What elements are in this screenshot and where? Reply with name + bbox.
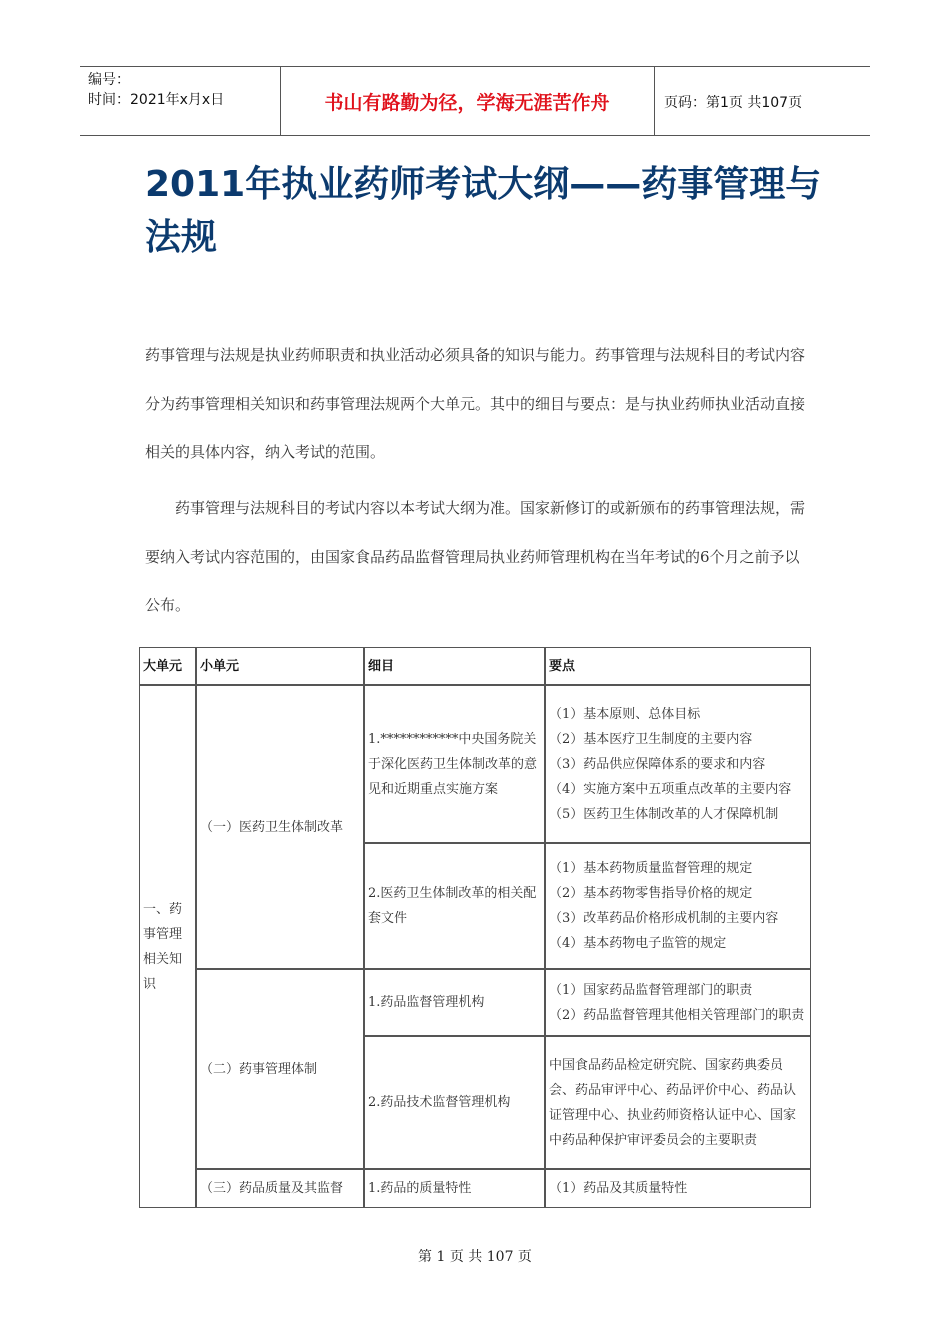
point-line: （4）实施方案中五项重点改革的主要内容 — [549, 781, 792, 797]
table-header-cell: 要点 — [545, 647, 811, 685]
table-header-cell: 细目 — [364, 647, 545, 685]
header-page-info: 页码：第1页 共107页 — [664, 95, 803, 111]
point-line: （3）改革药品价格形成机制的主要内容 — [549, 911, 779, 926]
item-cell: 1.药品监督管理机构 — [364, 969, 545, 1036]
item-cell: 2.药品技术监督管理机构 — [364, 1036, 545, 1169]
point-line: （4）基本药物电子监管的规定 — [549, 936, 727, 951]
table-header-cell: 大单元 — [139, 647, 196, 685]
major-unit-cell: 一、药事管理相关知识 — [139, 685, 196, 1208]
point-line: （3）药品供应保障体系的要求和内容 — [549, 756, 766, 772]
points-cell: 中国食品药品检定研究院、国家药典委员会、药品审评中心、药品评价中心、药品认证管理中心、执业药师资格认证中心、国家中药品种保护审评委员会的主要职责 — [545, 1036, 811, 1169]
page-footer: 第 1 页 共 107 页 — [418, 1249, 532, 1265]
minor-unit-cell: （二）药事管理体制 — [196, 969, 364, 1169]
date-label: 时间：2021年x月x日 — [88, 92, 225, 108]
table-header-cell: 小单元 — [196, 647, 364, 685]
header-divider — [654, 66, 655, 136]
points-cell: （1）药品及其质量特性 — [545, 1169, 811, 1208]
item-cell: 1.************中央国务院关于深化医药卫生体制改革的意见和近期重点实施方案 — [364, 685, 545, 843]
point-line: （5）医药卫生体制改革的人才保障机制 — [549, 806, 779, 822]
header-meta — [88, 70, 224, 110]
header-motto: 书山有路勤为径，学海无涯苦作舟 — [324, 91, 610, 114]
points-cell — [545, 685, 811, 843]
point-line: （1）基本原则、总体目标 — [549, 706, 701, 722]
point-line: （1）基本药物质量监督管理的规定 — [549, 861, 753, 876]
document-title: 2011年执业药师考试大纲——药事管理与法规 — [145, 164, 822, 258]
point-line: （2）基本医疗卫生制度的主要内容 — [549, 731, 753, 747]
scope-paragraph: 药事管理与法规科目的考试内容以本考试大纲为准。国家新修订的或新颁布的药事管理法规，需要纳入考试内容范围的，由国家食品药品监督管理局执业药师管理机构在当年考试的6个月之前予以公布。 — [145, 499, 806, 614]
point-line: （2）药品监督管理其他相关管理部门的职责 — [549, 1007, 805, 1023]
minor-unit-cell: （一）医药卫生体制改革 — [196, 685, 364, 969]
point-line: （2）基本药物零售指导价格的规定 — [549, 886, 753, 901]
intro-paragraph: 药事管理与法规是执业药师职责和执业活动必须具备的知识与能力。药事管理与法规科目的考试内容分为药事管理相关知识和药事管理法规两个大单元。其中的细目与要点：是与执业药师执业活动直接相关的具体内容，纳入考试的范围。 — [145, 346, 806, 461]
item-cell: 2.医药卫生体制改革的相关配套文件 — [364, 843, 545, 969]
point-line: （1）国家药品监督管理部门的职责 — [549, 982, 753, 998]
minor-unit-cell: （三）药品质量及其监督 — [196, 1169, 364, 1208]
item-cell: 1.药品的质量特性 — [364, 1169, 545, 1208]
points-cell — [545, 969, 811, 1036]
number-label: 编号： — [88, 72, 130, 88]
points-cell — [545, 843, 811, 969]
